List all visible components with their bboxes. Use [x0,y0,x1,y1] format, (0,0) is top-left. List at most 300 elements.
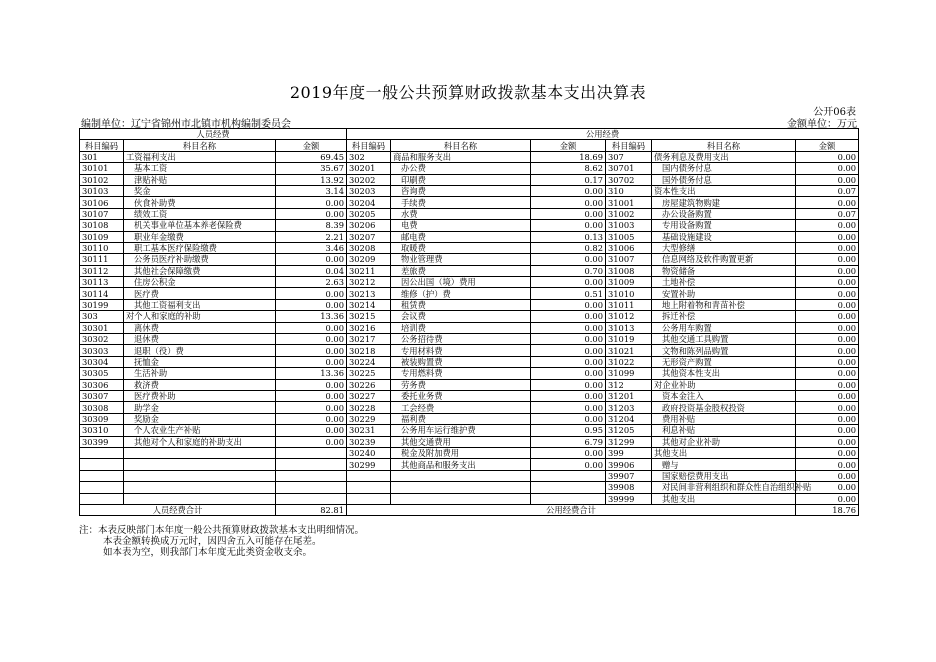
cell-code: 30204 [347,197,391,208]
cell-amount: 0.00 [276,208,347,219]
cell-name: 大型修缮 [652,242,796,253]
cell-name: 福利费 [391,413,531,424]
cell-code: 39999 [606,493,652,504]
cell-code: 30217 [347,334,391,345]
cell-amount: 0.00 [796,493,859,504]
cell-name: 公务招待费 [391,334,531,345]
cell-name: 土地补偿 [652,277,796,288]
cell-amount: 8.62 [531,163,606,174]
cell-code: 39906 [606,459,652,470]
cell-amount: 0.00 [796,242,859,253]
cell-name: 办公费 [391,163,531,174]
table-row [80,174,859,185]
cell-name: 劳务费 [391,379,531,390]
cell-amount: 0.00 [531,345,606,356]
personnel-total-value: 82.81 [276,504,347,515]
cell-name: 其他支出 [652,447,796,458]
cell-name [391,470,531,481]
cell-name: 助学金 [124,402,276,413]
cell-name: 取暖费 [391,242,531,253]
cell-name [391,493,531,504]
cell-amount: 0.00 [796,345,859,356]
cell-amount: 0.00 [276,299,347,310]
cell-amount: 0.00 [276,197,347,208]
table-row [80,265,859,276]
cell-code: 30113 [80,277,124,288]
cell-code: 30702 [606,174,652,185]
cell-name: 咨询费 [391,185,531,196]
cell-code: 310 [606,185,652,196]
cell-amount: 0.00 [276,356,347,367]
cell-name: 基础设施建设 [652,231,796,242]
cell-amount [276,493,347,504]
cell-amount: 6.79 [531,436,606,447]
cell-name: 医疗费补助 [124,390,276,401]
cell-name: 公务用车购置 [652,322,796,333]
form-number: 公开06表 [813,107,856,118]
cell-amount: 0.00 [531,185,606,196]
cell-code: 31203 [606,402,652,413]
cell-name: 生活补助 [124,368,276,379]
cell-amount: 0.00 [276,390,347,401]
cell-name: 救济费 [124,379,276,390]
cell-code: 30208 [347,242,391,253]
cell-name: 资本性支出 [652,185,796,196]
cell-amount: 0.00 [796,197,859,208]
cell-amount: 0.00 [796,265,859,276]
table-row [80,277,859,288]
cell-name: 差旅费 [391,265,531,276]
cell-name: 国外债务付息 [652,174,796,185]
cell-code: 30308 [80,402,124,413]
personnel-total-label: 人员经费合计 [80,504,276,515]
group-header-row [80,129,859,140]
cell-code: 30201 [347,163,391,174]
cell-code: 31006 [606,242,652,253]
cell-code: 30203 [347,185,391,196]
table-row [80,254,859,265]
cell-code: 30199 [80,299,124,310]
name-header: 科目名称 [124,140,276,151]
cell-amount: 0.00 [531,368,606,379]
cell-amount: 0.00 [796,288,859,299]
table-row [80,208,859,219]
cell-code: 31099 [606,368,652,379]
cell-amount: 13.36 [276,368,347,379]
cell-amount: 0.00 [276,345,347,356]
cell-name: 专用设备购置 [652,220,796,231]
cell-name: 职工基本医疗保险缴费 [124,242,276,253]
cell-code: 31007 [606,254,652,265]
cell-amount: 3.46 [276,242,347,253]
cell-amount [276,459,347,470]
cell-code: 30202 [347,174,391,185]
cell-name: 文物和陈列品购置 [652,345,796,356]
cell-code: 30701 [606,163,652,174]
cell-amount: 13.36 [276,311,347,322]
cell-name: 其他支出 [652,493,796,504]
cell-name: 电费 [391,220,531,231]
cell-name: 其他对企业补助 [652,436,796,447]
table-row [80,459,859,470]
cell-amount: 0.82 [531,242,606,253]
cell-code: 31010 [606,288,652,299]
cell-code: 31021 [606,345,652,356]
cell-amount: 0.00 [796,379,859,390]
cell-code: 31002 [606,208,652,219]
cell-code [80,493,124,504]
cell-code: 30303 [80,345,124,356]
cell-code: 30213 [347,288,391,299]
cell-amount: 0.00 [796,402,859,413]
note-line: 本表金额转换成万元时，因四舍五入可能存在尾差。 [103,536,322,547]
cell-amount: 0.00 [796,231,859,242]
cell-amount: 0.00 [796,356,859,367]
expenditure-table [79,128,859,516]
cell-amount: 0.00 [796,470,859,481]
cell-code [347,470,391,481]
cell-code: 31205 [606,425,652,436]
cell-amount: 0.00 [796,163,859,174]
cell-amount: 0.00 [531,322,606,333]
table-row [80,299,859,310]
cell-amount: 0.00 [796,311,859,322]
cell-amount: 0.00 [796,174,859,185]
cell-code: 31011 [606,299,652,310]
cell-amount [531,470,606,481]
cell-amount: 0.00 [796,482,859,493]
cell-name: 退休费 [124,334,276,345]
table-row [80,151,859,162]
cell-code: 30307 [80,390,124,401]
cell-code: 302 [347,151,391,162]
cell-code: 30399 [80,436,124,447]
cell-name: 抚恤金 [124,356,276,367]
cell-code: 31003 [606,220,652,231]
cell-name: 委托业务费 [391,390,531,401]
table-row [80,425,859,436]
cell-amount: 0.00 [531,311,606,322]
table-row [80,322,859,333]
cell-amount [531,493,606,504]
cell-code: 31019 [606,334,652,345]
cell-amount: 0.00 [796,254,859,265]
cell-name: 利息补贴 [652,425,796,436]
cell-code [80,459,124,470]
cell-name: 国内债务付息 [652,163,796,174]
cell-code: 31005 [606,231,652,242]
cell-amount: 69.45 [276,151,347,162]
cell-name: 地上附着物和青苗补偿 [652,299,796,310]
table-row [80,334,859,345]
table-row [80,482,859,493]
cell-name: 住房公积金 [124,277,276,288]
table-row [80,470,859,481]
cell-name: 离休费 [124,322,276,333]
cell-code: 30102 [80,174,124,185]
cell-amount: 0.00 [796,436,859,447]
cell-amount: 0.07 [796,185,859,196]
cell-amount: 18.69 [531,151,606,162]
cell-name: 专用材料费 [391,345,531,356]
cell-code: 30306 [80,379,124,390]
cell-amount: 0.00 [796,322,859,333]
report-title: 2019年度一般公共预算财政拨款基本支出决算表 [289,83,647,102]
cell-amount: 0.17 [531,174,606,185]
cell-name: 国家赔偿费用支出 [652,470,796,481]
amount-unit: 金额单位：万元 [787,119,857,130]
cell-code: 30304 [80,356,124,367]
cell-amount: 0.00 [276,379,347,390]
cell-name [124,447,276,458]
cell-code: 30301 [80,322,124,333]
cell-name: 专用燃料费 [391,368,531,379]
notes [79,525,364,558]
cell-code: 31022 [606,356,652,367]
cell-amount: 0.00 [531,356,606,367]
cell-code: 30231 [347,425,391,436]
table-row [80,413,859,424]
table-row [80,390,859,401]
cell-amount: 0.00 [796,447,859,458]
cell-name: 商品和服务支出 [391,151,531,162]
cell-amount: 0.00 [531,447,606,458]
cell-name: 印刷费 [391,174,531,185]
cell-code: 30239 [347,436,391,447]
cell-code: 30305 [80,368,124,379]
cell-code: 30108 [80,220,124,231]
cell-code: 31008 [606,265,652,276]
cell-amount: 0.00 [276,413,347,424]
cell-code: 39908 [606,482,652,493]
cell-name: 退职（役）费 [124,345,276,356]
cell-code: 30240 [347,447,391,458]
cell-name: 手续费 [391,197,531,208]
amount-header: 金额 [531,140,606,151]
cell-amount: 0.00 [276,334,347,345]
cell-amount: 0.00 [276,425,347,436]
cell-amount: 3.14 [276,185,347,196]
cell-name: 拆迁补偿 [652,311,796,322]
table-row [80,447,859,458]
cell-code: 303 [80,311,124,322]
cell-amount: 8.39 [276,220,347,231]
cell-name: 公务员医疗补助缴费 [124,254,276,265]
cell-name: 信息网络及软件购置更新 [652,254,796,265]
cell-name: 对企业补助 [652,379,796,390]
cell-amount: 0.00 [531,413,606,424]
table-row [80,379,859,390]
amount-header: 金额 [796,140,859,151]
cell-name: 税金及附加费用 [391,447,531,458]
cell-name: 其他对个人和家庭的补助支出 [124,436,276,447]
cell-amount: 0.00 [531,459,606,470]
cell-name: 维修（护）费 [391,288,531,299]
table-row [80,311,859,322]
cell-amount: 35.67 [276,163,347,174]
cell-amount: 0.51 [531,288,606,299]
cell-code: 30114 [80,288,124,299]
cell-name: 其他工资福利支出 [124,299,276,310]
cell-code: 30310 [80,425,124,436]
cell-code: 30106 [80,197,124,208]
cell-name: 无形资产购置 [652,356,796,367]
cell-name: 会议费 [391,311,531,322]
cell-amount: 2.21 [276,231,347,242]
cell-name: 债务利息及费用支出 [652,151,796,162]
table-row [80,163,859,174]
cell-name: 基本工资 [124,163,276,174]
cell-code: 30209 [347,254,391,265]
cell-amount: 0.00 [796,220,859,231]
cell-name: 其他资本性支出 [652,368,796,379]
cell-amount [276,482,347,493]
cell-code: 30224 [347,356,391,367]
table-row [80,402,859,413]
cell-amount: 0.00 [531,254,606,265]
code-header: 科目编码 [347,140,391,151]
cell-name: 赠与 [652,459,796,470]
table-row [80,242,859,253]
cell-code: 31012 [606,311,652,322]
cell-amount: 13.92 [276,174,347,185]
cell-amount: 0.00 [531,208,606,219]
cell-amount: 0.04 [276,265,347,276]
cell-amount: 0.95 [531,425,606,436]
cell-code: 30218 [347,345,391,356]
cell-amount: 0.00 [796,390,859,401]
cell-name: 资本金注入 [652,390,796,401]
cell-amount: 0.00 [796,368,859,379]
code-header: 科目编码 [80,140,124,151]
cell-name: 房屋建筑物购建 [652,197,796,208]
cell-name: 对民间非营利组织和群众性自治组织补贴 [652,482,796,493]
name-header: 科目名称 [391,140,531,151]
cell-name: 其他交通费用 [391,436,531,447]
public-header: 公用经费 [347,129,859,140]
cell-amount: 0.00 [531,379,606,390]
table-row [80,197,859,208]
cell-name: 其他交通工具购置 [652,334,796,345]
cell-code: 30226 [347,379,391,390]
table-row [80,436,859,447]
amount-header: 金额 [276,140,347,151]
cell-code: 31204 [606,413,652,424]
cell-amount: 0.00 [796,425,859,436]
cell-name: 培训费 [391,322,531,333]
table-row [80,368,859,379]
cell-code: 31201 [606,390,652,401]
cell-code: 399 [606,447,652,458]
cell-code: 30111 [80,254,124,265]
cell-amount: 0.00 [531,299,606,310]
cell-amount [276,470,347,481]
cell-name: 伙食补助费 [124,197,276,208]
cell-code: 31009 [606,277,652,288]
cell-code: 30299 [347,459,391,470]
cell-code: 30207 [347,231,391,242]
note-line: 注：本表反映部门本年度一般公共预算财政拨款基本支出明细情况。 [79,525,365,536]
public-total-label: 公用经费合计 [347,504,796,515]
cell-code: 30228 [347,402,391,413]
cell-name: 因公出国（境）费用 [391,277,531,288]
cell-name [124,482,276,493]
cell-code: 307 [606,151,652,162]
cell-name: 政府投资基金股权投资 [652,402,796,413]
cell-name: 公务用车运行维护费 [391,425,531,436]
cell-name: 医疗费 [124,288,276,299]
cell-name: 工会经费 [391,402,531,413]
cell-name [124,459,276,470]
cell-amount: 0.00 [796,151,859,162]
cell-code: 30112 [80,265,124,276]
cell-code: 30109 [80,231,124,242]
cell-code: 39907 [606,470,652,481]
cell-name: 个人农业生产补贴 [124,425,276,436]
cell-amount: 2.63 [276,277,347,288]
cell-name: 租赁费 [391,299,531,310]
cell-code [80,470,124,481]
cell-code: 30214 [347,299,391,310]
cell-name: 职业年金缴费 [124,231,276,242]
cell-code: 312 [606,379,652,390]
cell-code: 31299 [606,436,652,447]
cell-amount: 0.00 [796,334,859,345]
table-row [80,288,859,299]
personnel-header: 人员经费 [80,129,347,140]
reporting-unit: 编制单位：辽宁省锦州市北镇市机构编制委员会 [81,119,291,130]
cell-code: 30225 [347,368,391,379]
totals-row [80,504,859,515]
cell-name: 奖励金 [124,413,276,424]
cell-amount: 0.00 [276,254,347,265]
cell-name: 办公设备购置 [652,208,796,219]
cell-code: 30205 [347,208,391,219]
cell-name: 其他商品和服务支出 [391,459,531,470]
cell-code: 30216 [347,322,391,333]
cell-amount: 0.00 [531,334,606,345]
column-header-row [80,140,859,151]
cell-code: 30101 [80,163,124,174]
cell-amount: 0.00 [796,459,859,470]
name-header: 科目名称 [652,140,796,151]
cell-code: 30309 [80,413,124,424]
cell-code: 30229 [347,413,391,424]
cell-code: 301 [80,151,124,162]
cell-name: 水费 [391,208,531,219]
cell-name: 工资福利支出 [124,151,276,162]
cell-code [347,482,391,493]
table-row [80,231,859,242]
cell-name: 费用补贴 [652,413,796,424]
cell-name: 被装购置费 [391,356,531,367]
cell-code: 30107 [80,208,124,219]
cell-code [80,447,124,458]
cell-amount: 0.00 [276,402,347,413]
cell-name: 津贴补贴 [124,174,276,185]
cell-amount: 0.00 [531,390,606,401]
public-total-value: 18.76 [796,504,859,515]
cell-code: 30215 [347,311,391,322]
note-line: 如本表为空，则我部门本年度无此类资金收支余。 [103,547,313,558]
cell-code: 30302 [80,334,124,345]
cell-amount: 0.00 [531,277,606,288]
cell-amount: 0.00 [796,413,859,424]
cell-name: 绩效工资 [124,208,276,219]
cell-code [80,482,124,493]
cell-code: 31001 [606,197,652,208]
cell-amount: 0.00 [276,322,347,333]
